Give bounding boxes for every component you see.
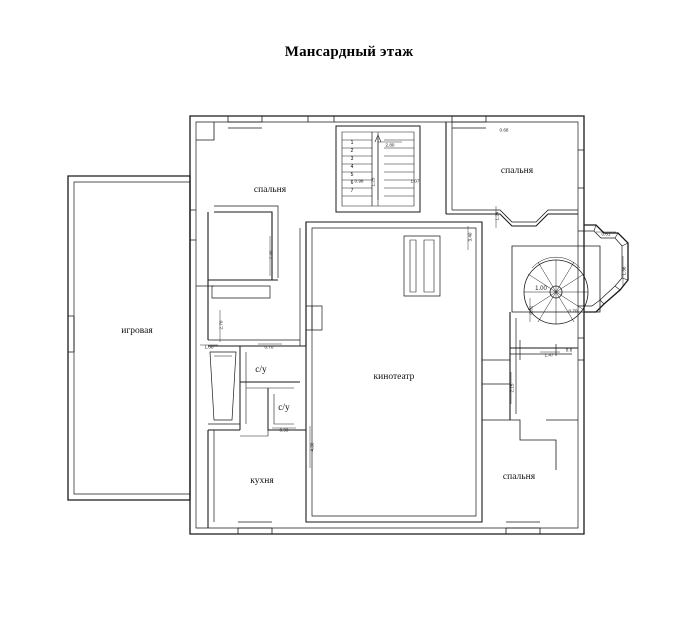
room-label-kuhnya: кухня — [250, 476, 274, 486]
dimension-label: 0.61 — [601, 231, 611, 237]
stair-step-number: 6 — [350, 180, 354, 186]
stair-step-number: 4 — [350, 164, 354, 170]
dimension-label: 1.00 — [535, 286, 547, 292]
dimension-label: 3.40 — [467, 232, 473, 242]
dimension-label: 1.25 — [370, 177, 376, 187]
dimension-label: 2.80 — [385, 142, 395, 148]
dimension-label: 1.00 — [204, 344, 214, 350]
dimension-label: 1.36 — [621, 266, 627, 276]
stair-step-number: 7 — [350, 188, 354, 194]
dimension-label: 0.68 — [499, 127, 509, 133]
room-label-sanuzel-2: с/у — [278, 403, 290, 413]
dimension-label: 2.40 — [268, 250, 274, 260]
room-label-kinoteatr: кинотеатр — [373, 372, 415, 382]
stair-step-number: 5 — [350, 172, 354, 178]
page-title: Мансардный этаж — [284, 44, 414, 60]
room-label-spalnya-3: спальня — [502, 472, 536, 482]
stair-step-number: 2 — [350, 148, 354, 154]
dimension-label: 0.62 — [528, 305, 534, 315]
dimension-label: 0.90 — [279, 427, 289, 433]
room-label-sanuzel-1: с/у — [255, 365, 267, 375]
room-label-igrovaya: игровая — [121, 326, 153, 336]
stair-step-number: 1 — [350, 140, 354, 146]
dimension-label: 1.07 — [410, 178, 420, 184]
dimension-label: 2.70 — [218, 320, 224, 330]
room-label-spalnya-2: спальня — [500, 166, 534, 176]
dimension-label: 0.98 — [354, 178, 364, 184]
dimension-label: 1.24 — [494, 211, 500, 221]
dimension-label: 0.70 — [264, 344, 274, 350]
dimension-label: 1.47 — [544, 352, 554, 358]
stair-step-number: 3 — [350, 156, 354, 162]
dimension-label: 0.70 — [568, 308, 578, 314]
room-label-spalnya-1: спальня — [253, 185, 287, 195]
dimension-label: 4.30 — [309, 442, 315, 452]
dimension-label: 0.6 — [565, 347, 573, 353]
dimension-label: 2.15 — [509, 383, 515, 393]
